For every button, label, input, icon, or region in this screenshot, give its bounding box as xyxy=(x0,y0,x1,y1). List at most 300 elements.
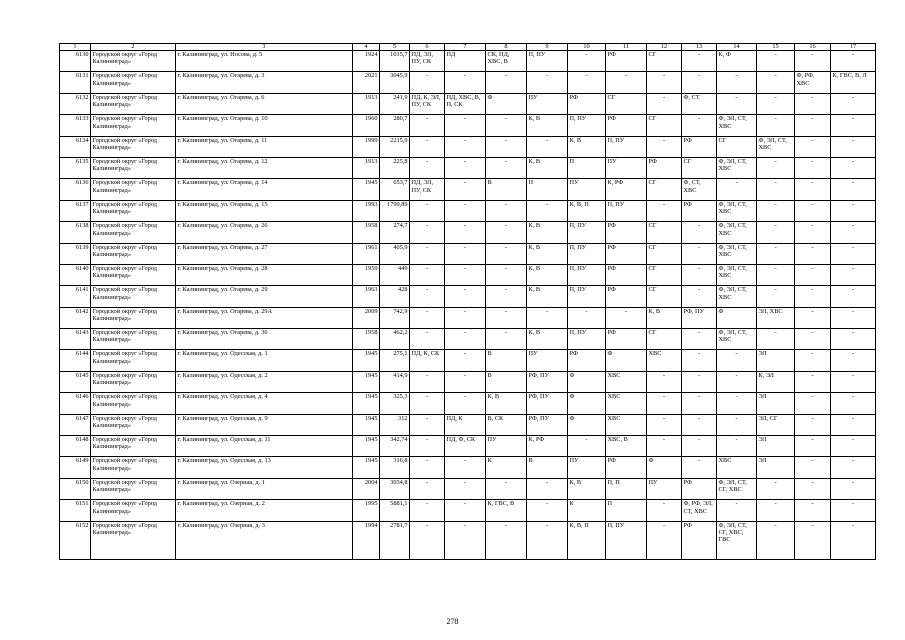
table-cell: - xyxy=(647,521,682,559)
table-cell: - xyxy=(831,136,876,157)
column-number-cell: 13 xyxy=(682,44,717,51)
table-cell: СГ xyxy=(647,222,682,243)
table-cell: - xyxy=(831,115,876,136)
table-row xyxy=(60,179,876,200)
table-cell: Ф, ЭЛ, СТ, ХВС xyxy=(717,329,757,350)
table-cell: К, РФ xyxy=(606,179,647,200)
table-cell: К, РФ xyxy=(527,436,568,457)
table-cell: - xyxy=(795,393,831,414)
table-cell: - xyxy=(486,329,527,350)
table-cell: В xyxy=(486,350,527,371)
table-cell: - xyxy=(410,393,445,414)
table-cell: - xyxy=(795,457,831,478)
table-cell: СГ xyxy=(682,157,717,178)
table-cell: - xyxy=(682,243,717,264)
table-cell: г. Калининград, ул. Огарева, д. 29 xyxy=(176,286,353,307)
table-cell: г. Калининград, ул. Одесская, д. 13 xyxy=(176,457,353,478)
table-cell: - xyxy=(795,157,831,178)
table-cell: 6131 xyxy=(60,72,91,93)
table-cell: - xyxy=(445,222,486,243)
table-cell: ПУ xyxy=(568,457,606,478)
table-cell: 1799,89 xyxy=(380,200,410,221)
table-cell: Городской округ «Город Калининград» xyxy=(91,478,176,499)
table-cell: Ф xyxy=(647,457,682,478)
table-row xyxy=(60,200,876,221)
table-cell: - xyxy=(682,264,717,285)
table-cell: П, ПУ xyxy=(568,222,606,243)
table-cell: - xyxy=(682,72,717,93)
column-number-cell: 4 xyxy=(353,44,380,51)
table-cell: Городской округ «Город Калининград» xyxy=(91,414,176,435)
table-cell: ПД xyxy=(445,51,486,72)
table-cell: г. Калининград, ул. Одесская, д. 1 xyxy=(176,350,353,371)
table-cell: К, В xyxy=(486,393,527,414)
table-cell: В, СК xyxy=(486,414,527,435)
table-cell: - xyxy=(757,157,795,178)
table-cell: Ф xyxy=(606,350,647,371)
table-cell: ПД, К, ЭЛ, ПУ, СК xyxy=(410,93,445,114)
table-cell: - xyxy=(647,414,682,435)
table-cell: Ф, РФ, ХВС xyxy=(795,72,831,93)
column-number-cell: 11 xyxy=(606,44,647,51)
table-cell: 1994 xyxy=(353,521,380,559)
table-cell: - xyxy=(647,93,682,114)
table-cell: В xyxy=(486,179,527,200)
table-row xyxy=(60,93,876,114)
table-cell: ПУ xyxy=(606,157,647,178)
table-cell: 6134 xyxy=(60,136,91,157)
table-cell: 1015,7 xyxy=(380,51,410,72)
table-cell: г. Калининград, ул. Озерная, д. 1 xyxy=(176,478,353,499)
table-cell: - xyxy=(795,179,831,200)
table-row xyxy=(60,72,876,93)
table-cell: - xyxy=(486,72,527,93)
table-cell: - xyxy=(831,51,876,72)
table-cell: Городской округ «Город Калининград» xyxy=(91,136,176,157)
table-cell: - xyxy=(410,457,445,478)
table-cell: 6146 xyxy=(60,393,91,414)
table-cell: - xyxy=(410,157,445,178)
table-cell: СГ xyxy=(606,93,647,114)
table-cell: Городской округ «Город Калининград» xyxy=(91,72,176,93)
table-cell: - xyxy=(445,393,486,414)
table-cell: 5881,1 xyxy=(380,500,410,521)
table-cell: ЭЛ, СГ xyxy=(757,414,795,435)
table-cell: - xyxy=(831,264,876,285)
table-cell: г. Калининград, ул. Огарева, д. 11 xyxy=(176,136,353,157)
table-cell: - xyxy=(486,243,527,264)
table-cell: г. Калининград, ул. Озерная, д. 2 xyxy=(176,500,353,521)
table-cell: 6145 xyxy=(60,371,91,392)
table-cell: - xyxy=(486,478,527,499)
table-cell: П, П xyxy=(606,478,647,499)
table-row xyxy=(60,500,876,521)
table-cell: П, ПУ xyxy=(568,243,606,264)
table-cell: - xyxy=(486,307,527,328)
table-cell: 462,2 xyxy=(380,329,410,350)
table-cell: - xyxy=(410,329,445,350)
table-cell: - xyxy=(445,521,486,559)
table-cell: ПУ xyxy=(527,350,568,371)
table-cell: - xyxy=(795,436,831,457)
table-cell: 6136 xyxy=(60,179,91,200)
table-cell: - xyxy=(831,179,876,200)
table-cell: К, В xyxy=(647,307,682,328)
table-cell: - xyxy=(568,436,606,457)
table-cell: Ф, ЭЛ, СТ, ХВС xyxy=(757,136,795,157)
table-cell: - xyxy=(682,222,717,243)
table-cell: г. Калининград, ул. Огарева, д. 3 xyxy=(176,72,353,93)
table-cell: К, В xyxy=(527,286,568,307)
table-cell: - xyxy=(795,414,831,435)
table-cell: П, ПУ xyxy=(568,264,606,285)
table-cell: РФ xyxy=(682,200,717,221)
table-cell: 316,8 xyxy=(380,457,410,478)
table-cell: - xyxy=(717,350,757,371)
table-cell: - xyxy=(757,286,795,307)
table-cell: Ф, ЭЛ, СТ, ХВС xyxy=(717,286,757,307)
table-cell: Городской округ «Город Калининград» xyxy=(91,264,176,285)
table-cell: - xyxy=(795,371,831,392)
column-number-cell: 15 xyxy=(757,44,795,51)
table-cell: - xyxy=(410,200,445,221)
table-cell: 2004 xyxy=(353,478,380,499)
table-cell: ЭЛ xyxy=(757,350,795,371)
table-cell: - xyxy=(717,414,757,435)
table-body xyxy=(60,51,876,560)
table-cell: К, В, П xyxy=(568,200,606,221)
table-cell: К, В xyxy=(527,243,568,264)
table-cell: К, В xyxy=(527,264,568,285)
table-cell: - xyxy=(795,51,831,72)
table-cell: - xyxy=(486,200,527,221)
table-cell: - xyxy=(647,436,682,457)
table-cell: - xyxy=(445,286,486,307)
table-cell: - xyxy=(410,72,445,93)
table-cell: - xyxy=(410,264,445,285)
table-cell: ПД, К xyxy=(445,414,486,435)
table-cell: 1945 xyxy=(353,350,380,371)
table-cell: - xyxy=(527,72,568,93)
column-number-cell: 2 xyxy=(91,44,176,51)
table-cell: - xyxy=(831,521,876,559)
table-cell: Ф, ЭЛ, СТ, СГ, ХВС xyxy=(717,478,757,499)
table-cell: Городской округ «Город Калининград» xyxy=(91,222,176,243)
table-cell: - xyxy=(831,478,876,499)
table-cell: РФ xyxy=(606,115,647,136)
table-cell: - xyxy=(717,371,757,392)
column-number-cell: 8 xyxy=(486,44,527,51)
table-cell: - xyxy=(647,136,682,157)
table-cell: 1959 xyxy=(353,264,380,285)
table-cell: - xyxy=(527,136,568,157)
table-cell: РФ xyxy=(606,286,647,307)
table-cell: 6147 xyxy=(60,414,91,435)
table-cell: 1993 xyxy=(353,200,380,221)
table-cell: - xyxy=(682,51,717,72)
table-cell: - xyxy=(647,371,682,392)
table-cell: К, В xyxy=(527,157,568,178)
table-cell: - xyxy=(831,243,876,264)
table-cell: г. Калининград, ул. Огарева, д. 15 xyxy=(176,200,353,221)
table-cell: П xyxy=(527,179,568,200)
table-cell: П, ПУ xyxy=(568,286,606,307)
table-cell: г. Калининград, ул. Одесская, д. 9 xyxy=(176,414,353,435)
table-row xyxy=(60,371,876,392)
table-cell: К, ГВС, В, Л xyxy=(831,72,876,93)
table-cell: РФ xyxy=(682,136,717,157)
table-cell: - xyxy=(757,51,795,72)
table-cell: П, ПУ xyxy=(606,200,647,221)
table-cell: 2009 xyxy=(353,307,380,328)
table-cell: 342,74 xyxy=(380,436,410,457)
table-cell: г. Калининград, ул. Огарева, д. 29А xyxy=(176,307,353,328)
table-cell: - xyxy=(831,393,876,414)
table-cell: - xyxy=(445,500,486,521)
table-cell: - xyxy=(527,500,568,521)
table-cell: Ф xyxy=(568,414,606,435)
table-cell: - xyxy=(682,115,717,136)
table-cell: Ф xyxy=(568,371,606,392)
table-cell: Ф, ЭЛ, СТ, ХВС xyxy=(717,222,757,243)
column-number-cell: 7 xyxy=(445,44,486,51)
table-row xyxy=(60,350,876,371)
table-cell: г. Калининград, ул. Огарева, д. 36 xyxy=(176,329,353,350)
page-number: 278 xyxy=(446,617,459,626)
table-cell: Ф, ЭЛ, СТ, ХВС xyxy=(717,157,757,178)
table-cell: - xyxy=(445,200,486,221)
table-cell: 1913 xyxy=(353,157,380,178)
table-cell: РФ xyxy=(568,350,606,371)
table-cell: - xyxy=(757,72,795,93)
table-cell: - xyxy=(795,115,831,136)
table-row xyxy=(60,414,876,435)
table-cell: - xyxy=(647,72,682,93)
table-cell: 1945 xyxy=(353,393,380,414)
table-cell: г. Калининград, ул. Огарева, д. 28 xyxy=(176,264,353,285)
table-cell: СГ xyxy=(647,51,682,72)
table-cell: 225,8 xyxy=(380,157,410,178)
table-cell: К, ЭЛ xyxy=(757,371,795,392)
table-cell: Городской округ «Город Калининград» xyxy=(91,157,176,178)
table-cell: Городской округ «Город Калининград» xyxy=(91,200,176,221)
table-cell: - xyxy=(647,500,682,521)
table-cell: - xyxy=(795,286,831,307)
table-row xyxy=(60,243,876,264)
table-cell: 241,9 xyxy=(380,93,410,114)
table-cell: 1958 xyxy=(353,222,380,243)
column-number-cell: 10 xyxy=(568,44,606,51)
table-cell: РФ xyxy=(606,222,647,243)
table-cell: - xyxy=(486,222,527,243)
table-cell: 275,1 xyxy=(380,350,410,371)
table-cell: 1995 xyxy=(353,500,380,521)
table-cell: г. Калининград, ул. Огарева, д. 10 xyxy=(176,115,353,136)
table-cell: 312 xyxy=(380,414,410,435)
table-cell: г. Калининград, ул. Одесская, д. 4 xyxy=(176,393,353,414)
table-cell: Ф, СТ xyxy=(682,93,717,114)
table-cell: К, В, П xyxy=(568,521,606,559)
table-cell: РФ, ПУ xyxy=(527,393,568,414)
table-cell: - xyxy=(795,350,831,371)
table-cell: ХВС, В xyxy=(606,436,647,457)
table-cell: П xyxy=(606,500,647,521)
table-cell: ПД, ХВС, В, П, СК xyxy=(445,93,486,114)
table-cell: П, ПУ xyxy=(606,136,647,157)
table-cell: - xyxy=(410,414,445,435)
table-cell: К, В xyxy=(568,136,606,157)
table-cell: ПУ xyxy=(486,436,527,457)
table-cell: г. Калининград, ул. Одесская, д. 11 xyxy=(176,436,353,457)
table-cell: - xyxy=(445,371,486,392)
table-cell: - xyxy=(445,307,486,328)
table-cell: 3034,8 xyxy=(380,478,410,499)
table-cell: - xyxy=(831,93,876,114)
table-cell: - xyxy=(682,393,717,414)
table-cell: ЭЛ xyxy=(757,457,795,478)
table-cell: К xyxy=(568,500,606,521)
column-number-cell: 6 xyxy=(410,44,445,51)
table-cell: В xyxy=(527,457,568,478)
table-cell: 325,3 xyxy=(380,393,410,414)
table-cell: Городской округ «Город Калининград» xyxy=(91,436,176,457)
table-cell: - xyxy=(527,307,568,328)
table-cell: - xyxy=(795,307,831,328)
table-cell: ПД, Ф, СК xyxy=(445,436,486,457)
table-row xyxy=(60,264,876,285)
column-number-cell: 9 xyxy=(527,44,568,51)
table-cell: - xyxy=(682,329,717,350)
table-row xyxy=(60,286,876,307)
table-cell: Ф, ЭЛ, СТ, ХВС xyxy=(717,243,757,264)
table-cell: - xyxy=(410,371,445,392)
table-cell: 1924 xyxy=(353,51,380,72)
table-cell: 1945 xyxy=(353,457,380,478)
table-row xyxy=(60,157,876,178)
table-cell: 6142 xyxy=(60,307,91,328)
table-cell: РФ xyxy=(606,243,647,264)
table-cell: 1913 xyxy=(353,93,380,114)
table-cell: 428 xyxy=(380,286,410,307)
table-cell: СГ xyxy=(647,264,682,285)
table-cell: РФ xyxy=(682,478,717,499)
table-cell: - xyxy=(445,350,486,371)
table-cell: Городской округ «Город Калининград» xyxy=(91,371,176,392)
table-row xyxy=(60,478,876,499)
table-cell: - xyxy=(831,307,876,328)
table-cell: 1945 xyxy=(353,436,380,457)
table-cell: - xyxy=(445,179,486,200)
table-cell: Ф xyxy=(486,93,527,114)
table-cell: 6140 xyxy=(60,264,91,285)
table-cell: - xyxy=(757,478,795,499)
table-cell: П, ПУ xyxy=(527,51,568,72)
table-cell: Городской округ «Город Калининград» xyxy=(91,500,176,521)
table-cell: - xyxy=(445,243,486,264)
column-number-cell: 12 xyxy=(647,44,682,51)
table-cell: 6151 xyxy=(60,500,91,521)
table-cell: - xyxy=(410,500,445,521)
table-cell: ПД, ЭЛ, ПУ, СК xyxy=(410,51,445,72)
table-cell: П, ПУ xyxy=(568,329,606,350)
table-cell: Ф, РФ, ЭЛ, СТ, ХВС xyxy=(682,500,717,521)
table-cell: - xyxy=(757,93,795,114)
table-cell: - xyxy=(757,200,795,221)
table-cell: 6143 xyxy=(60,329,91,350)
table-cell: Городской округ «Город Калининград» xyxy=(91,307,176,328)
table-cell: - xyxy=(682,350,717,371)
table-row xyxy=(60,457,876,478)
table-cell: - xyxy=(795,500,831,521)
table-cell: - xyxy=(717,500,757,521)
column-number-row xyxy=(60,44,876,51)
table-cell: - xyxy=(410,521,445,559)
table-cell: - xyxy=(527,478,568,499)
table-cell: ЭЛ, ХВС xyxy=(757,307,795,328)
table-cell: - xyxy=(757,243,795,264)
table-cell: - xyxy=(831,286,876,307)
table-cell: г. Калининград, ул. Огарева, д. 14 xyxy=(176,179,353,200)
table-cell: ПД, ЭЛ, ПУ, СК xyxy=(410,179,445,200)
table-cell: Ф, ЭЛ, СТ, СГ, ХВС, ГВС xyxy=(717,521,757,559)
table-cell: РФ xyxy=(606,264,647,285)
table-cell: ПУ xyxy=(568,179,606,200)
table-cell: РФ, ПУ xyxy=(527,414,568,435)
table-cell: СГ xyxy=(647,329,682,350)
table-cell: - xyxy=(795,264,831,285)
table-cell: - xyxy=(757,222,795,243)
table-cell: 1945 xyxy=(353,371,380,392)
column-number-cell: 1 xyxy=(60,44,91,51)
table-cell: ХВС xyxy=(606,414,647,435)
table-cell: 6138 xyxy=(60,222,91,243)
table-cell: 1945 xyxy=(353,179,380,200)
table-cell: - xyxy=(682,414,717,435)
column-number-cell: 5 xyxy=(380,44,410,51)
registry-table xyxy=(59,43,876,560)
table-cell: Ф, ЭЛ, СТ, ХВС xyxy=(717,115,757,136)
table-cell: К, ГВС, В xyxy=(486,500,527,521)
table-cell: - xyxy=(445,136,486,157)
table-cell: Ф xyxy=(568,393,606,414)
table-cell: - xyxy=(410,136,445,157)
table-cell: 6133 xyxy=(60,115,91,136)
table-cell: - xyxy=(486,286,527,307)
table-cell: ЭЛ xyxy=(757,393,795,414)
table-cell: - xyxy=(527,521,568,559)
table-cell: 414,9 xyxy=(380,371,410,392)
column-number-cell: 3 xyxy=(176,44,353,51)
table-cell: ПУ xyxy=(527,93,568,114)
table-cell: Ф, ЭЛ, СТ, ХВС xyxy=(717,200,757,221)
table-cell: - xyxy=(717,72,757,93)
table-cell: - xyxy=(831,157,876,178)
table-cell: - xyxy=(647,393,682,414)
table-cell: РФ xyxy=(606,329,647,350)
table-cell: РФ xyxy=(568,93,606,114)
table-cell: г. Калининград, ул. Одесская, д. 2 xyxy=(176,371,353,392)
table-cell: Городской округ «Город Калининград» xyxy=(91,93,176,114)
table-cell: Городской округ «Город Калининград» xyxy=(91,393,176,414)
table-cell: - xyxy=(757,179,795,200)
table-cell: ХВС xyxy=(717,457,757,478)
table-cell: Городской округ «Город Калининград» xyxy=(91,457,176,478)
table-cell: - xyxy=(445,72,486,93)
table-cell: - xyxy=(410,478,445,499)
table-cell: ХВС xyxy=(647,350,682,371)
table-cell: 2781,7 xyxy=(380,521,410,559)
table-cell: ПУ xyxy=(647,478,682,499)
